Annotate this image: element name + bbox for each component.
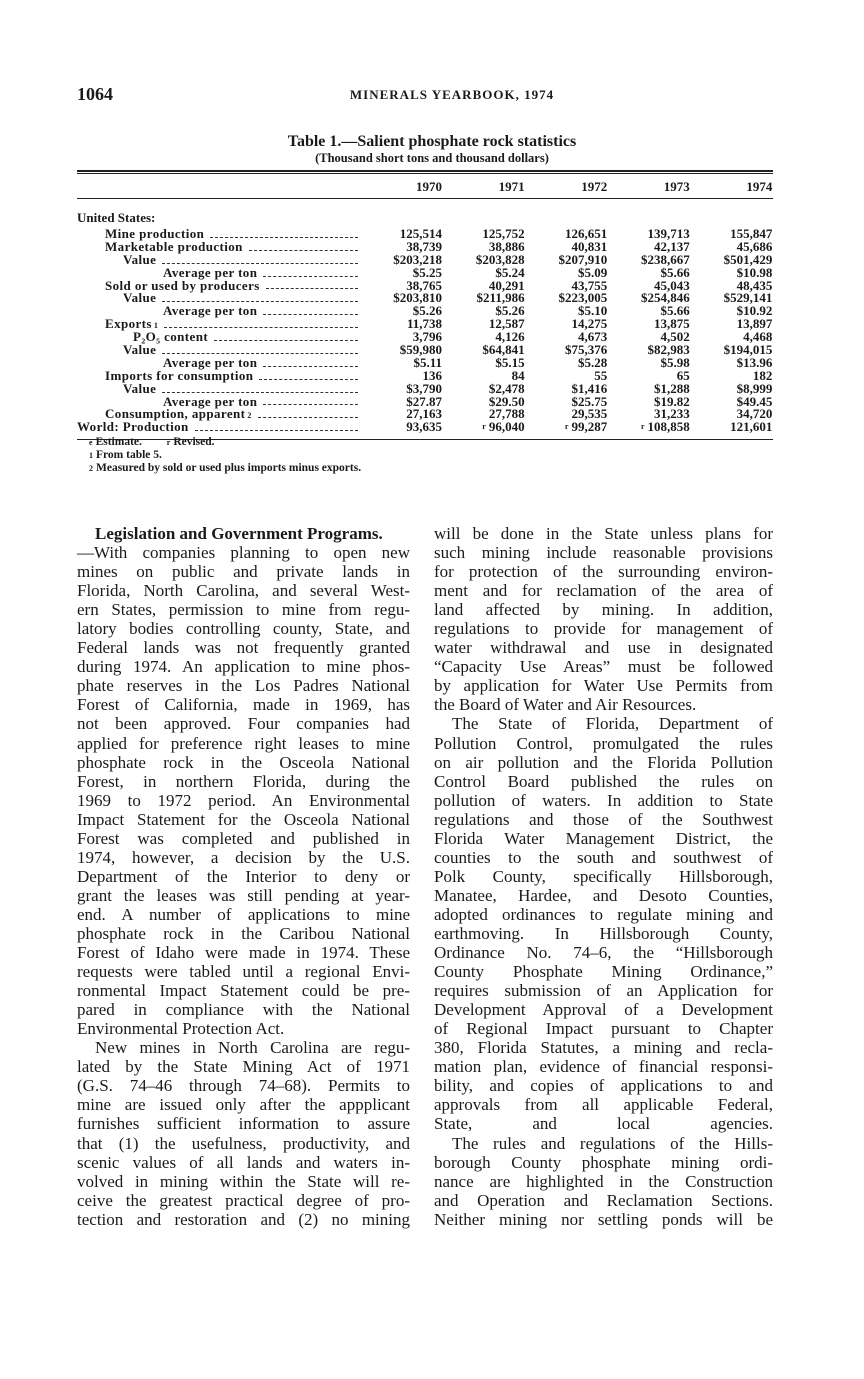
value: 139,713 — [647, 226, 690, 241]
value: $5.24 — [495, 264, 525, 280]
value: 182 — [752, 367, 773, 383]
text-line: Federal lands was not frequently granted — [77, 638, 410, 658]
page-number: 1064 — [77, 84, 113, 104]
dot-leader — [162, 301, 358, 302]
row-label: Average per ton — [163, 354, 258, 370]
value: $5.11 — [413, 354, 442, 370]
text-line: approvals from all applicable Federal, — [434, 1095, 773, 1115]
row-label: Value — [123, 290, 157, 306]
text-line: New mines in North Carolina are regu- — [95, 1038, 410, 1058]
footnote-text: Measured by sold or used plus imports minus exports. — [96, 462, 362, 474]
row-label: Imports for consumption — [105, 367, 254, 383]
text-line: 1974, however, a decision by the U.S. — [77, 847, 410, 867]
row-label: Average per ton — [163, 303, 258, 319]
text-line: the Board of Water and Air Resources. — [434, 695, 697, 715]
row-label: Mine production — [105, 226, 205, 241]
value: 45,686 — [736, 238, 773, 254]
value: $19.82 — [654, 393, 690, 409]
text-line: ern States, permission to mine from regu- — [77, 600, 410, 620]
revised-mark: r — [564, 422, 569, 432]
value: $194,015 — [723, 342, 773, 358]
value: $5.26 — [412, 303, 442, 319]
value: 3,796 — [412, 329, 442, 345]
text-line: grant the leases was still pending at year- — [77, 885, 410, 905]
header-rule — [77, 198, 773, 199]
text-line: nance are highlighted in the Construction — [434, 1171, 773, 1191]
body-column-right — [434, 524, 773, 1229]
value-cell — [690, 421, 773, 434]
value: $82,983 — [647, 342, 690, 358]
value: 125,752 — [482, 226, 525, 241]
text-line: mation plan, evidence of financial responsi- — [434, 1057, 773, 1077]
dot-leader — [249, 250, 358, 251]
text-line: pollution of waters. In addition to State — [434, 790, 773, 810]
text-line: The State of Florida, Department of — [452, 714, 773, 734]
value: $203,828 — [475, 251, 525, 267]
text-line: not been approved. Four companies had — [77, 714, 410, 734]
text-line: latory bodies controlling county, State, and — [77, 619, 410, 639]
value: $203,810 — [393, 290, 442, 306]
value: $64,841 — [482, 342, 525, 358]
year-header: 1971 — [498, 179, 525, 194]
value: $5.15 — [495, 354, 525, 370]
text-line: phate reserves in the Los Padres National — [77, 676, 410, 696]
value: 125,514 — [399, 226, 442, 241]
footnote-1 — [89, 449, 162, 462]
text-line: mines on public and private lands in — [77, 562, 410, 582]
footnote-text: From table 5. — [96, 449, 162, 461]
value: 84 — [511, 367, 525, 383]
dot-leader — [162, 263, 358, 264]
footnote-mark: e — [89, 438, 93, 447]
text-line: applied for preference right leases to mine — [77, 733, 410, 753]
value: 4,126 — [495, 329, 525, 345]
row-label: Value — [123, 380, 157, 396]
text-line: State, and local agencies. — [434, 1114, 773, 1134]
text-line: Development Approval of a Development — [434, 1000, 773, 1020]
value: 40,291 — [488, 277, 525, 293]
dot-leader — [162, 392, 358, 393]
text-line: 380, Florida Statutes, a mining and recla- — [434, 1038, 773, 1058]
value-cell — [360, 421, 442, 434]
value: $10.98 — [736, 264, 773, 280]
revised-mark: r — [482, 422, 486, 432]
value: $3,790 — [406, 380, 442, 396]
text-line: adopted ordinances to regulate mining and — [434, 904, 773, 924]
body-column-left — [77, 524, 410, 1229]
text-line: Environmental Protection Act. — [77, 1019, 285, 1039]
text-line: counties to the south and southwest of — [434, 847, 773, 867]
dot-leader — [195, 430, 358, 431]
row-label: Value — [123, 251, 157, 267]
value: 13,897 — [736, 316, 773, 332]
value: 38,886 — [488, 238, 525, 254]
value: $27.87 — [406, 393, 442, 409]
value: $8,999 — [736, 380, 773, 396]
text-line: “Capacity Use Areas” must be followed — [434, 657, 773, 677]
table-body — [77, 228, 773, 434]
value: $1,416 — [571, 380, 608, 396]
value: 12,587 — [488, 316, 525, 332]
text-line: Manatee, Hardee, and Desoto Counties, — [434, 885, 773, 905]
value: $5.98 — [660, 354, 690, 370]
row-label-cell — [77, 367, 360, 383]
text-line: will be done in the State unless plans for — [434, 524, 773, 543]
footnote-ref: 2 — [247, 411, 252, 421]
value: 14,275 — [571, 316, 608, 332]
text-line: end. A number of applications to mine — [77, 904, 410, 924]
text-line: requires submission of an Application for — [434, 981, 773, 1001]
row-label: Marketable production — [105, 238, 243, 254]
text-line: lated by the State Mining Act of 1971 — [77, 1057, 410, 1077]
footnote-2 — [89, 462, 361, 475]
running-title-text: MINERALS YEARBOOK, 1974 — [349, 87, 555, 102]
dot-leader — [210, 237, 358, 238]
revised-mark: r — [640, 422, 645, 432]
value: 27,163 — [406, 406, 442, 422]
row-label-cell — [77, 238, 360, 254]
value: 65 — [676, 367, 690, 383]
value: $2,478 — [488, 380, 525, 396]
text-line: County Phosphate Mining Ordinance,” — [434, 962, 773, 982]
dot-leader — [164, 327, 358, 328]
value: $238,667 — [641, 251, 690, 267]
text-line: bility, and copies of applications to and — [434, 1076, 773, 1096]
text-line: phosphate rock in the Caribou National — [77, 923, 410, 943]
text-line: Forest was completed and published in — [77, 828, 410, 848]
table-header-row — [77, 174, 773, 198]
dot-leader — [263, 314, 358, 315]
value: $5.25 — [412, 264, 442, 280]
value: $223,005 — [558, 290, 608, 306]
dot-leader — [263, 404, 358, 405]
value: 40,831 — [571, 238, 608, 254]
value: $5.10 — [577, 303, 608, 319]
table-row — [77, 421, 773, 434]
text-line: ment and for reclamation of the area of — [434, 581, 773, 601]
text-line: Polk County, specifically Hillsborough, — [434, 866, 773, 886]
value: $5.66 — [660, 264, 690, 280]
text-line: land affected by mining. In addition, — [434, 600, 773, 620]
row-label-cell — [77, 277, 360, 293]
value: 43,755 — [571, 277, 608, 293]
value-cell — [607, 421, 690, 434]
text-line: furnishes sufficient information to assure — [77, 1114, 410, 1134]
table-subtitle: (Thousand short tons and thousand dollars) — [315, 151, 549, 165]
row-label-cell — [77, 421, 360, 434]
text-line: on air pollution and the Florida Pollution — [434, 752, 773, 772]
text-line: The rules and regulations of the Hills- — [452, 1133, 773, 1153]
value: 34,720 — [736, 406, 773, 422]
value: 38,739 — [406, 238, 442, 254]
value: $254,846 — [641, 290, 690, 306]
table-title: Table 1.—Salient phosphate rock statistics — [287, 133, 577, 150]
value: 93,635 — [406, 419, 442, 435]
row-label: World: Production — [77, 419, 189, 435]
value: $29.50 — [488, 393, 525, 409]
value-cell — [525, 421, 608, 434]
value: 55 — [594, 367, 608, 383]
row-label: Consumption, apparent — [105, 406, 246, 422]
footnote-mark: r — [166, 438, 171, 447]
row-label: P₂O₅ content — [133, 329, 209, 345]
row-label: Exports — [105, 316, 152, 332]
text-line: that (1) the usefulness, productivity, and — [77, 1133, 410, 1153]
value: $10.92 — [736, 303, 773, 319]
text-line: during 1974. An application to mine phos- — [77, 657, 410, 677]
dot-leader — [214, 340, 358, 341]
year-header: 1974 — [746, 179, 773, 194]
text-line: Department of the Interior to deny or — [77, 866, 410, 886]
value: $5.66 — [660, 303, 690, 319]
footnote-ref: 1 — [153, 321, 159, 331]
text-line: Florida, North Carolina, and several West- — [77, 581, 410, 601]
text-line: volved in mining within the State will re- — [77, 1171, 410, 1191]
text-line: scenic values of all lands and waters in- — [77, 1152, 410, 1172]
value: 4,502 — [660, 329, 690, 345]
section-heading — [77, 524, 410, 543]
text-line: Forest of Idaho were made in 1974. These — [77, 943, 410, 963]
text-line: water withdrawal and use in designated — [434, 638, 773, 658]
text-line: tection and restoration and (2) no mining — [77, 1209, 410, 1229]
value: $529,141 — [723, 290, 773, 306]
value: $5.28 — [577, 354, 608, 370]
text-line: Forest of California, made in 1969, has — [77, 695, 410, 715]
value: $203,218 — [393, 251, 442, 267]
row-label: Average per ton — [163, 393, 258, 409]
dot-leader — [266, 288, 358, 289]
text-line: pared in compliance with the National — [77, 1000, 410, 1020]
value: 11,738 — [406, 316, 442, 332]
text-line: borough County phosphate mining ordi- — [434, 1152, 773, 1172]
text-line: Impact Statement for the Osceola National — [77, 809, 410, 829]
heading-text: Legislation and Government Programs. — [95, 524, 383, 543]
value: 126,651 — [564, 226, 608, 241]
row-label: Sold or used by producers — [105, 277, 260, 293]
dot-leader — [263, 366, 358, 367]
text-line: Forest, in northern Florida, during the — [77, 771, 410, 791]
value: $5.09 — [577, 264, 608, 280]
value: $25.75 — [571, 393, 608, 409]
value: 27,788 — [488, 406, 525, 422]
year-header: 1972 — [581, 179, 608, 194]
value: $207,910 — [558, 251, 608, 267]
text-line: Florida Water Management District, the — [434, 828, 773, 848]
year-header: 1970 — [416, 179, 442, 194]
text-line: regulations and those of the Southwest — [434, 809, 773, 829]
text-line: such mining include reasonable provisions — [434, 543, 773, 563]
running-title — [0, 87, 864, 103]
text-line: and Operation and Reclamation Sections. — [434, 1190, 773, 1210]
text-line: requests were tabled until a regional Envi- — [77, 962, 410, 982]
value: $59,980 — [399, 342, 442, 358]
value: $501,429 — [723, 251, 773, 267]
footnote-mark: 1 — [89, 451, 93, 460]
value-cell — [442, 421, 525, 434]
value: 42,137 — [654, 238, 690, 254]
text-line: ceive the greatest practical degree of pro- — [77, 1190, 410, 1210]
text-line: Control Board published the rules on — [434, 771, 773, 791]
value: $211,986 — [476, 290, 525, 306]
text-line: (G.S. 74–46 through 74–68). Permits to — [77, 1076, 410, 1096]
value: $49.45 — [736, 393, 773, 409]
value: 38,765 — [406, 277, 442, 293]
text-line: of Regional Impact pursuant to Chapter — [434, 1019, 773, 1039]
text-line: Ordinance No. 74–6, the “Hillsborough — [434, 943, 773, 963]
statistics-table — [77, 170, 773, 440]
text-line: earthmoving. In Hillsborough County, — [434, 923, 773, 943]
dot-leader — [263, 276, 358, 277]
year-header: 1973 — [663, 179, 690, 194]
value: $13.96 — [736, 354, 773, 370]
value: 121,601 — [730, 419, 773, 435]
text-line: phosphate rock in the Osceola National — [77, 752, 410, 772]
section-label: United States: — [77, 210, 156, 225]
value: 155,847 — [730, 226, 773, 241]
footnote-text: Revised. — [173, 436, 215, 448]
value: 96,040 — [488, 419, 525, 435]
dot-leader — [258, 417, 358, 418]
row-label: Average per ton — [163, 264, 258, 280]
footnote-mark: 2 — [89, 464, 93, 473]
row-label-cell — [77, 331, 360, 344]
value: 4,468 — [743, 329, 773, 345]
value: $75,376 — [564, 342, 608, 358]
value: 48,435 — [736, 277, 773, 293]
text-line: 1969 to 1972 period. An Environmental — [77, 790, 410, 810]
footnote-estimate-revised — [89, 436, 215, 449]
value: 136 — [422, 367, 442, 383]
value: 29,535 — [571, 406, 608, 422]
value: 99,287 — [571, 419, 608, 435]
text-line: Neither mining nor settling ponds will be — [434, 1209, 773, 1229]
row-label: Value — [123, 342, 157, 358]
footnote-text: Estimate. — [95, 436, 142, 448]
value: 108,858 — [647, 419, 690, 435]
text-line: ronmental Impact Statement could be pre- — [77, 981, 410, 1001]
text-line: regulations to provide for management of — [434, 619, 773, 639]
text-line: Pollution Control, promulgated the rules — [434, 733, 773, 753]
value: $5.26 — [495, 303, 525, 319]
text-line: mine are issued only after the appplicant — [77, 1095, 410, 1115]
value: 45,043 — [654, 277, 690, 293]
value: 4,673 — [577, 329, 608, 345]
value: $1,288 — [654, 380, 690, 396]
text-line: for protection of the surrounding environ- — [434, 562, 773, 582]
value: 31,233 — [654, 406, 690, 422]
header-blank — [77, 174, 360, 198]
text-line: by application for Water Use Permits from — [434, 676, 773, 696]
dot-leader — [259, 379, 358, 380]
text-line: —With companies planning to open new — [77, 543, 410, 563]
value: 13,875 — [654, 316, 690, 332]
row-label-cell — [77, 318, 360, 331]
dot-leader — [162, 353, 358, 354]
